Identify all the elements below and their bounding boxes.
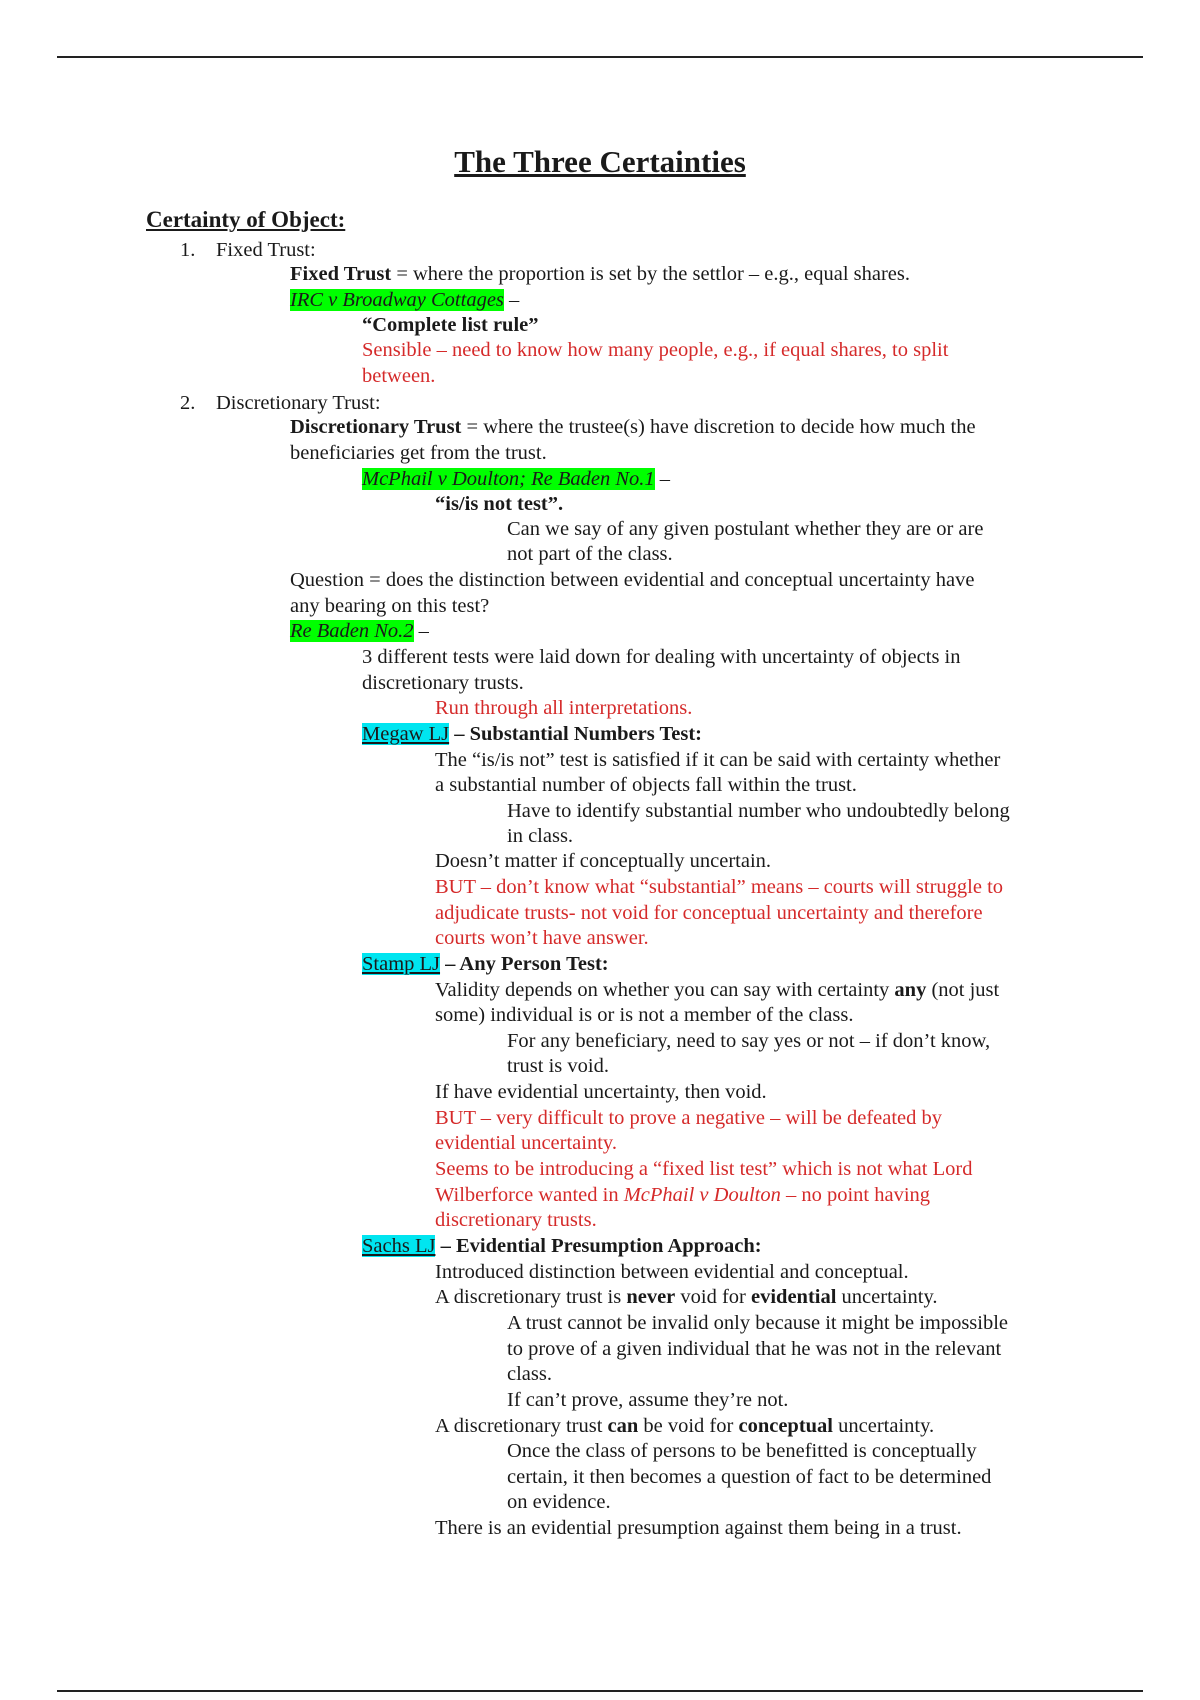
page-title: The Three Certainties (454, 144, 746, 179)
judge-heading-stamp (362, 951, 609, 977)
emphasis: evidential (751, 1286, 837, 1308)
text-line: Introduced distinction between evidential and conceptual. (435, 1261, 909, 1283)
comment-line: Run through all interpretations. (435, 697, 693, 719)
header-rule (57, 56, 1143, 58)
text-run: uncertainty. (833, 1415, 935, 1437)
case-line (290, 287, 519, 313)
text-line: Have to identify substantial number who undoubtedly belong (507, 800, 1010, 822)
comment-line: Sensible – need to know how many people, e.g., if equal shares, to split (362, 339, 949, 361)
rule-name: “Complete list rule” (362, 314, 539, 336)
dash: – (654, 468, 671, 490)
comment-line: courts won’t have answer. (435, 927, 649, 949)
text-line: class. (507, 1363, 552, 1385)
term: Fixed Trust (290, 263, 392, 285)
section-heading: Certainty of Object: (146, 207, 346, 232)
comment-line (435, 1182, 930, 1208)
text-line: certain, it then becomes a question of fact to be determined (507, 1466, 992, 1488)
text-line: trust is void. (507, 1055, 609, 1077)
definition-fixed-trust (290, 261, 910, 287)
text-line: If can’t prove, assume they’re not. (507, 1389, 789, 1411)
text-line: Once the class of persons to be benefitted is conceptually (507, 1440, 977, 1462)
list-label: Discretionary Trust: (216, 392, 381, 414)
text-line: Doesn’t matter if conceptually uncertain. (435, 850, 772, 872)
judge-name: Sachs LJ (362, 1235, 436, 1257)
judge-heading-sachs (362, 1233, 762, 1259)
text-line: on evidence. (507, 1491, 611, 1513)
list-label: Fixed Trust: (216, 239, 316, 261)
comment-line: discretionary trusts. (435, 1209, 597, 1231)
text-line: The “is/is not” test is satisfied if it can be said with certainty whether (435, 749, 1001, 771)
text-line (435, 1413, 934, 1439)
emphasis: can (607, 1415, 639, 1437)
comment-line: adjudicate trusts- not void for conceptual uncertainty and therefore (435, 902, 983, 924)
list-number: 1. (180, 239, 196, 261)
text-run: A discretionary trust is (435, 1286, 627, 1308)
text-line: There is an evidential presumption against them being in a trust. (435, 1517, 962, 1539)
term: Discretionary Trust (290, 416, 462, 438)
emphasis: never (626, 1286, 676, 1308)
test-name: – Evidential Presumption Approach: (435, 1235, 762, 1257)
text-run: Wilberforce wanted in (435, 1184, 624, 1206)
list-number: 2. (180, 392, 196, 414)
text-line: in class. (507, 825, 574, 847)
comment-line: BUT – don’t know what “substantial” means – courts will struggle to (435, 876, 1004, 898)
dash: – (413, 620, 429, 642)
definition-discretionary-trust (290, 414, 976, 440)
test-name: “is/is not test”. (435, 493, 564, 515)
comment-line: evidential uncertainty. (435, 1132, 617, 1154)
comment-line: between. (362, 365, 436, 387)
text-run: (not just (926, 979, 1000, 1001)
text-run: A discretionary trust (435, 1415, 608, 1437)
text-line: any bearing on this test? (290, 595, 490, 617)
text-line: 3 different tests were laid down for dealing with uncertainty of objects in (362, 646, 961, 668)
case-line (290, 618, 429, 644)
text-run: uncertainty. (836, 1286, 938, 1308)
text-line: some) individual is or is not a member of the class. (435, 1004, 854, 1026)
judge-name: Stamp LJ (362, 953, 441, 975)
emphasis: conceptual (738, 1415, 833, 1437)
definition-text: beneficiaries get from the trust. (290, 442, 547, 464)
text-line: Question = does the distinction between evidential and conceptual uncertainty have (290, 569, 975, 591)
text-line (435, 977, 999, 1003)
emphasis: any (894, 979, 927, 1001)
case-name: McPhail v Doulton; Re Baden No.1 (362, 468, 655, 490)
text-line: For any beneficiary, need to say yes or not – if don’t know, (507, 1030, 991, 1052)
dash: – (503, 289, 520, 311)
text-line: A trust cannot be invalid only because it might be impossible (507, 1312, 1009, 1334)
text-line: discretionary trusts. (362, 672, 524, 694)
comment-line: Seems to be introducing a “fixed list test” which is not what Lord (435, 1158, 973, 1180)
text-line (435, 1284, 938, 1310)
case-name: McPhail v Doulton (623, 1184, 781, 1206)
text-run: void for (675, 1286, 751, 1308)
text-run: – no point having (780, 1184, 931, 1206)
test-name: – Substantial Numbers Test: (449, 723, 702, 745)
text-line: a substantial number of objects fall within the trust. (435, 774, 857, 796)
case-name: Re Baden No.2 (290, 620, 414, 642)
definition-text: = where the proportion is set by the settlor – e.g., equal shares. (391, 263, 910, 285)
text-line: not part of the class. (507, 543, 673, 565)
case-name: IRC v Broadway Cottages (290, 289, 504, 311)
text-run: be void for (638, 1415, 739, 1437)
judge-name: Megaw LJ (362, 723, 450, 745)
definition-text: = where the trustee(s) have discretion to decide how much the (461, 416, 976, 438)
text-run: Validity depends on whether you can say with certainty (435, 979, 895, 1001)
list-item-fixed-trust (180, 237, 316, 263)
text-line: to prove of a given individual that he was not in the relevant (507, 1338, 1002, 1360)
case-line (362, 466, 670, 492)
footer-rule (57, 1690, 1143, 1692)
text-line: Can we say of any given postulant whether they are or are (507, 518, 984, 540)
test-name: – Any Person Test: (440, 953, 609, 975)
text-line: If have evidential uncertainty, then void. (435, 1081, 767, 1103)
comment-line: BUT – very difficult to prove a negative – will be defeated by (435, 1107, 943, 1129)
list-item-discretionary-trust (180, 390, 381, 416)
judge-heading-megaw (362, 721, 702, 747)
